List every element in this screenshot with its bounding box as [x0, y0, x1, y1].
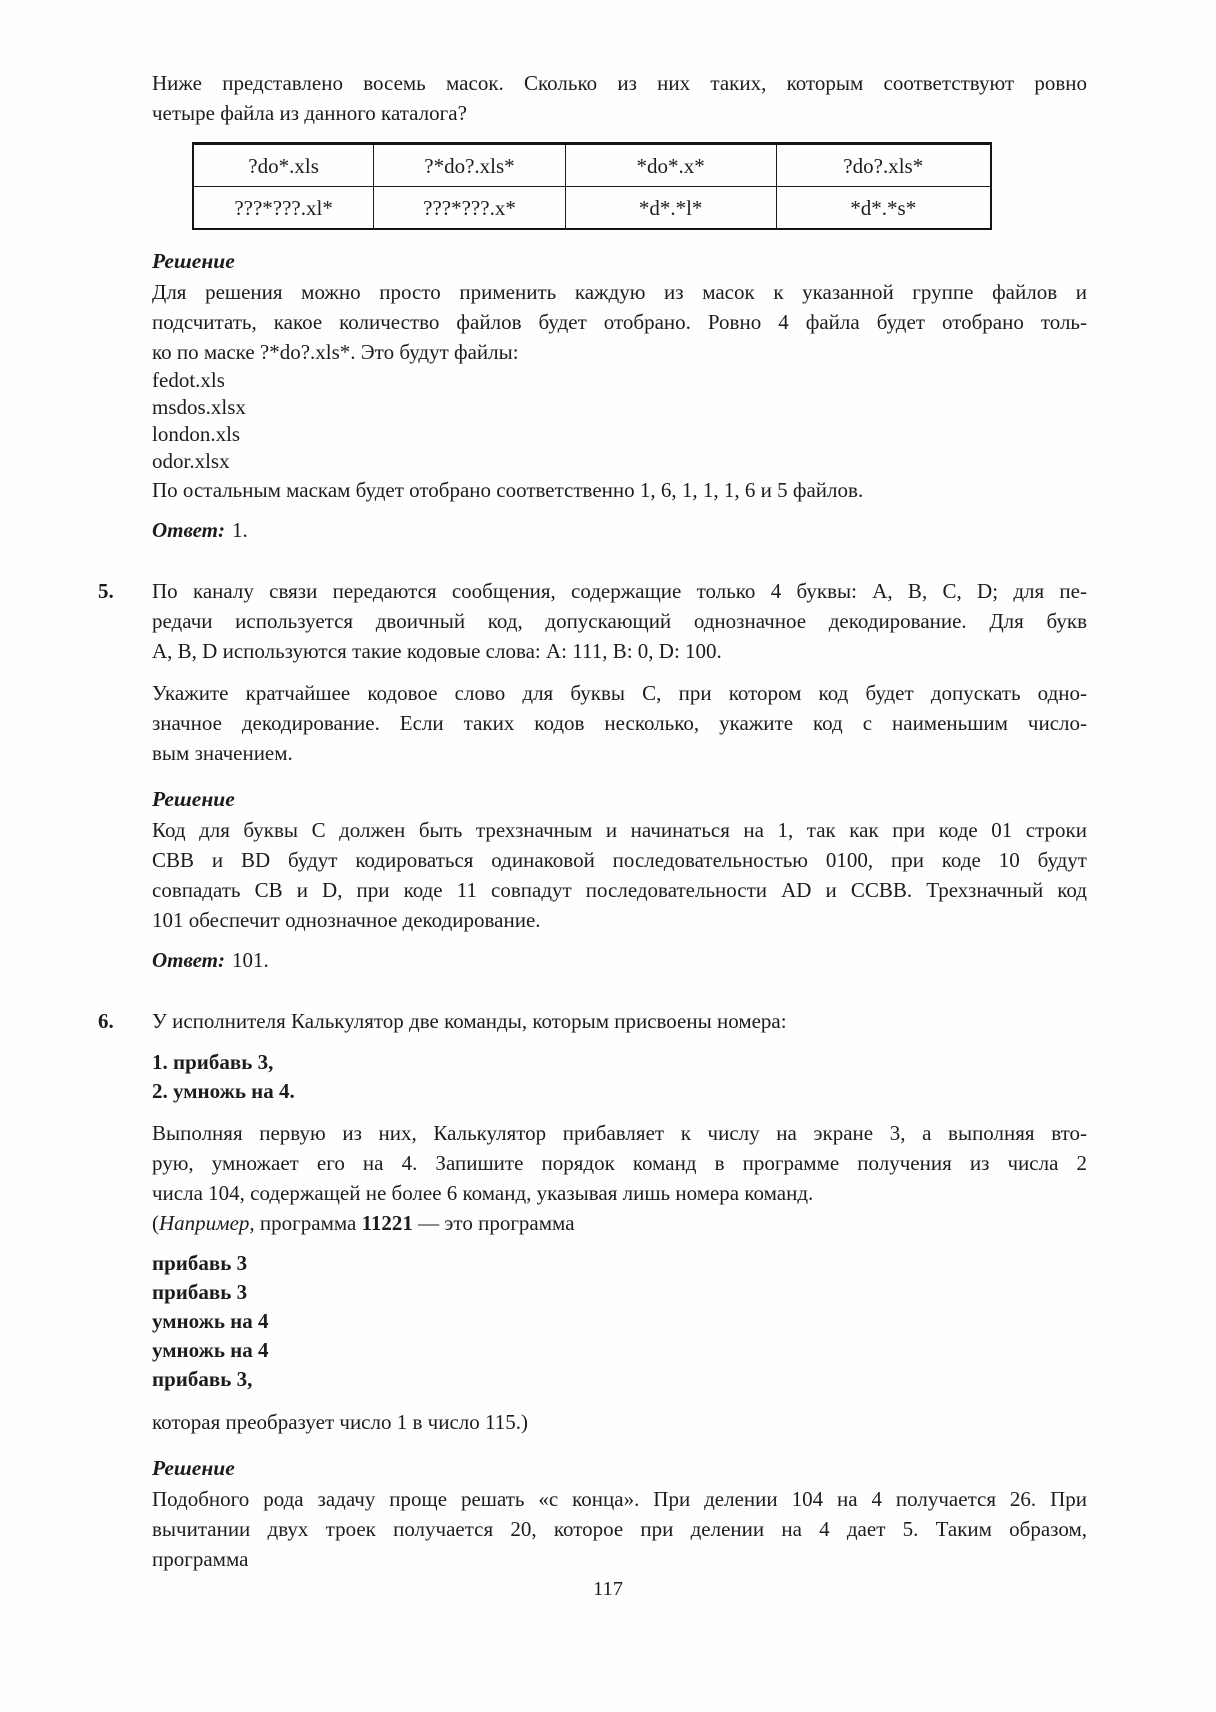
answer-line: [152, 515, 1087, 546]
table-row: [193, 144, 991, 187]
answer-label: Ответ:: [152, 518, 225, 542]
table-cell: *do*.x*: [565, 144, 776, 187]
task-line: Укажите кратчайшее кодовое слово для буквы C, при котором код будет допускать одно-: [152, 681, 1087, 705]
solution-line: 101 обеспечит однозначное декодирование.: [152, 908, 541, 932]
program-line: умножь на 4: [152, 1309, 269, 1333]
file-name: fedot.xls: [152, 368, 225, 392]
command-line: 1. прибавь 3,: [152, 1050, 274, 1074]
solution-line: ко по маске ?*do?.xls*. Это будут файлы:: [152, 340, 519, 364]
command-line: 2. умножь на 4.: [152, 1079, 295, 1103]
solution-line: Код для буквы C должен быть трехзначным и начинаться на 1, так как при коде 01 строки: [152, 818, 1087, 842]
question-line: четыре файла из данного каталога?: [152, 101, 467, 125]
solution-heading: Решение: [152, 1456, 235, 1480]
problem-number: 6.: [98, 1009, 114, 1033]
body-line: рую, умножает его на 4. Запишите порядок команд в программе получения из числа 2: [152, 1151, 1087, 1175]
solution-line: Подобного рода задачу проще решать «с конца». При делении 104 на 4 получается 26. При: [152, 1487, 1087, 1511]
task-line: значное декодирование. Если таких кодов несколько, укажите код с наименьшим число-: [152, 711, 1087, 735]
table-row: [193, 187, 991, 230]
example-open: (: [152, 1211, 159, 1235]
command-list: [152, 1048, 1087, 1106]
answer-value: 101.: [232, 948, 269, 972]
table-cell: ?do*.xls: [193, 144, 374, 187]
statement-line: редачи используется двоичный код, допускающий однозначное декодирование. Для букв: [152, 609, 1087, 633]
body-line: Выполняя первую из них, Калькулятор прибавляет к числу на экране 3, а выполняя вто-: [152, 1121, 1087, 1145]
solution-heading: Решение: [152, 249, 235, 273]
solution-line: подсчитать, какое количество файлов будет отобрано. Ровно 4 файла будет отобрано толь-: [152, 310, 1087, 334]
program-line: прибавь 3: [152, 1280, 248, 1304]
example-line: [152, 1208, 1087, 1238]
table-cell: ???*???.xl*: [193, 187, 374, 230]
problem-number: 5.: [98, 579, 114, 603]
answer-line: [152, 945, 1087, 976]
file-name: london.xls: [152, 422, 241, 446]
solution-line: программа: [152, 1547, 249, 1571]
mask-table: [192, 142, 992, 230]
page-number: 117: [593, 1578, 623, 1600]
solution-line: вычитании двух троек получается 20, которое при делении на 4 дает 5. Таким образом,: [152, 1517, 1087, 1541]
table-cell: *d*.*s*: [776, 187, 991, 230]
statement-line: По каналу связи передаются сообщения, содержащие только 4 буквы: A, B, C, D; для пе-: [152, 579, 1087, 603]
solution-heading: Решение: [152, 787, 235, 811]
example-word: Например: [159, 1211, 250, 1235]
task-line: вым значением.: [152, 741, 293, 765]
table-cell: *d*.*l*: [565, 187, 776, 230]
question-line: Ниже представлено восемь масок. Сколько из них таких, которым соответствуют ровно: [152, 71, 1087, 95]
page-content: [98, 0, 1087, 1574]
problem-5: [98, 576, 1087, 976]
solution4: [152, 246, 1087, 546]
solution-note: По остальным маскам будет отобрано соответственно 1, 6, 1, 1, 1, 6 и 5 файлов.: [152, 478, 864, 502]
problem-intro: У исполнителя Калькулятор две команды, которым присвоены номера:: [152, 1009, 787, 1033]
answer-value: 1.: [232, 518, 248, 542]
problem-6: [98, 1006, 1087, 1574]
program-line: умножь на 4: [152, 1338, 269, 1362]
example-mid: , программа: [249, 1211, 362, 1235]
example-program-number: 11221: [361, 1211, 413, 1235]
body-line: числа 104, содержащей не более 6 команд, указывая лишь номера команд.: [152, 1181, 814, 1205]
table-cell: ???*???.x*: [374, 187, 566, 230]
solution-line: CBB и BD будут кодироваться одинаковой последовательностью 0100, при коде 10 будут: [152, 848, 1087, 872]
table-cell: ?do?.xls*: [776, 144, 991, 187]
table-cell: ?*do?.xls*: [374, 144, 566, 187]
program-listing: [152, 1249, 1087, 1394]
solution-line: Для решения можно просто применить каждую из масок к указанной группе файлов и: [152, 280, 1087, 304]
problem4-question: [152, 68, 1087, 128]
program-line: прибавь 3: [152, 1251, 248, 1275]
statement-line: A, B, D используются такие кодовые слова: A: 111, B: 0, D: 100.: [152, 639, 722, 663]
task-paragraph: [152, 678, 1087, 768]
answer-label: Ответ:: [152, 948, 225, 972]
file-name: odor.xlsx: [152, 449, 230, 473]
solution-line: совпадать CB и D, при коде 11 совпадут последовательности AD и CCBB. Трехзначный код: [152, 878, 1087, 902]
file-name: msdos.xlsx: [152, 395, 246, 419]
program-line: прибавь 3,: [152, 1367, 253, 1391]
example-tail: — это программа: [412, 1211, 575, 1235]
file-list: [152, 367, 1087, 475]
closing-line: которая преобразует число 1 в число 115.): [152, 1410, 528, 1434]
body-paragraph: [152, 1118, 1087, 1238]
